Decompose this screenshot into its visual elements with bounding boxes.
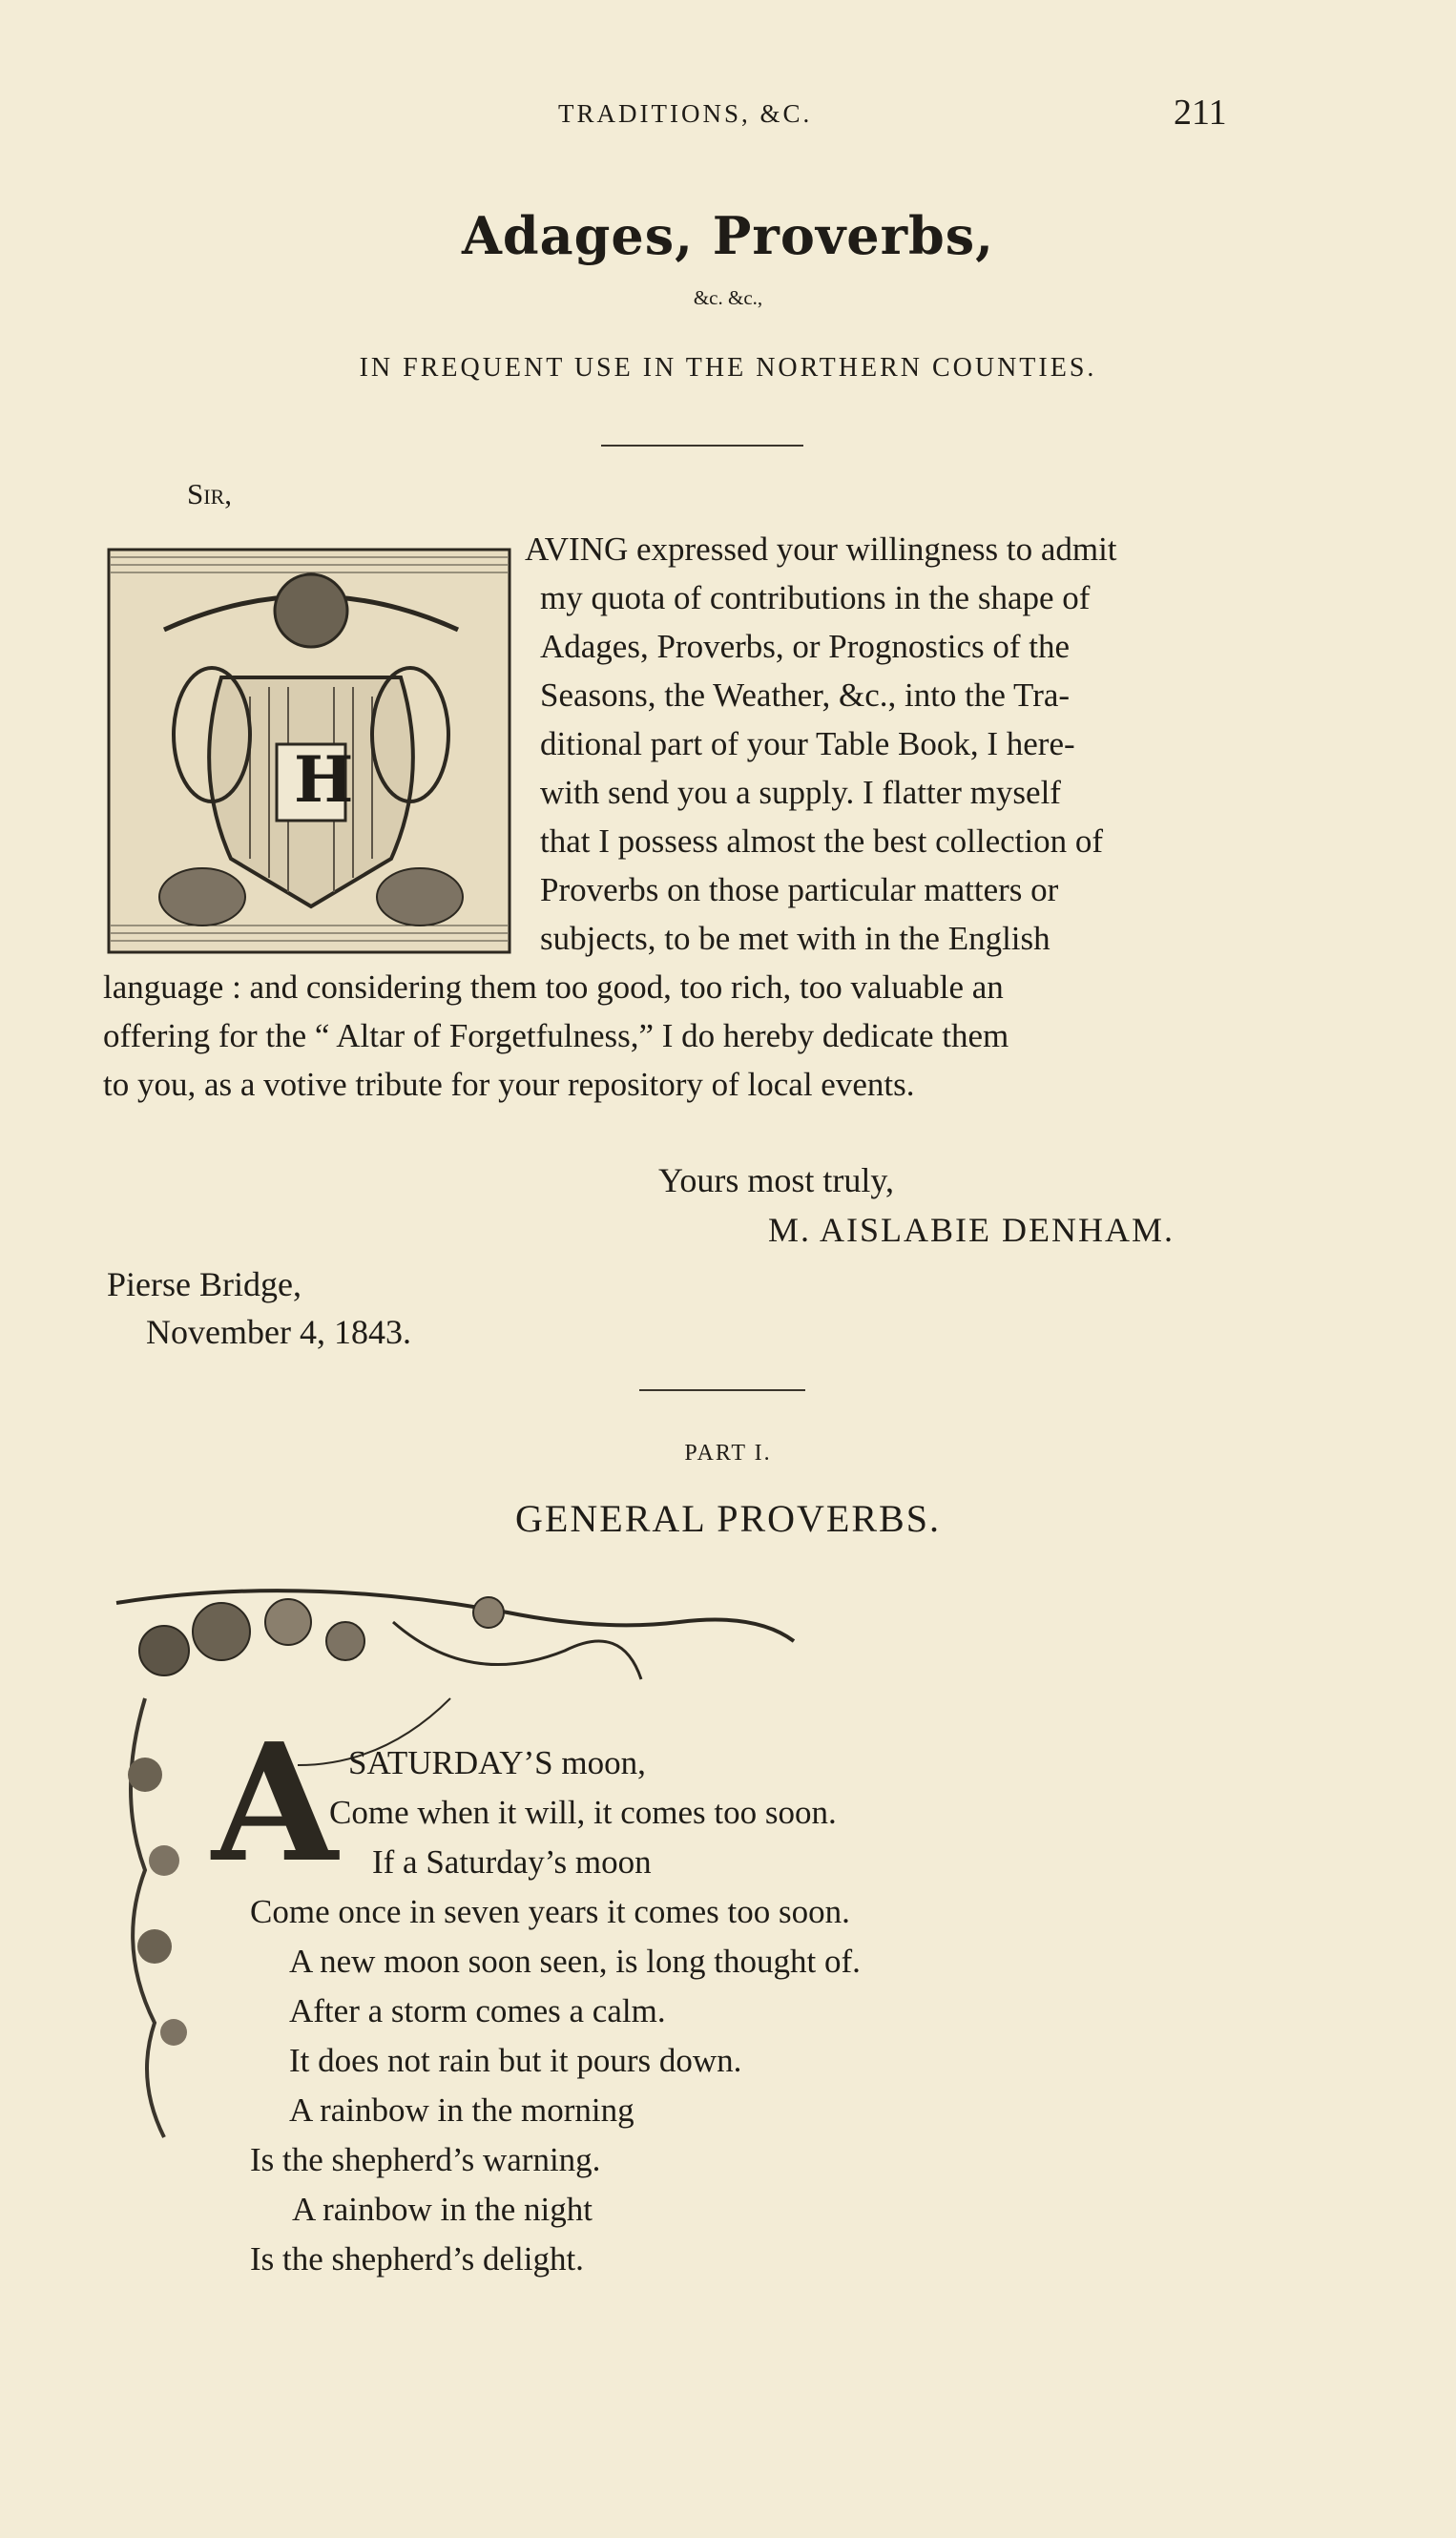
proverb-line: If a Saturday’s moon: [372, 1843, 652, 1881]
part-label: PART I.: [684, 1441, 772, 1466]
divider-rule: [639, 1389, 805, 1391]
letter-line: Seasons, the Weather, &c., into the Tra-: [540, 676, 1071, 714]
dropcap-letter-a: A: [212, 1708, 338, 1899]
letter-line: subjects, to be met with in the English: [540, 920, 1050, 957]
proverb-line: After a storm comes a calm.: [289, 1992, 666, 2029]
proverb-line: Is the shepherd’s delight.: [250, 2240, 584, 2278]
letter-closing: Yours most truly,: [658, 1161, 895, 1199]
section-subheading: IN FREQUENT USE IN THE NORTHERN COUNTIES.: [359, 353, 1097, 383]
letter-salutation: Sir,: [187, 477, 232, 510]
section-title: Adages, Proverbs,: [462, 205, 994, 266]
letter-line: to you, as a votive tribute for your repository of local events.: [103, 1066, 915, 1103]
letter-line: AVING expressed your willingness to admit: [525, 530, 1117, 568]
letter-line: ditional part of your Table Book, I here-: [540, 725, 1075, 762]
proverb-line: A rainbow in the morning: [289, 2091, 634, 2129]
proverb-line: Come when it will, it comes too soon.: [329, 1794, 837, 1831]
proverb-line: SATURDAY’S moon,: [348, 1744, 646, 1781]
letter-line: that I possess almost the best collection of: [540, 822, 1104, 860]
proverb-line: A rainbow in the night: [292, 2191, 593, 2228]
proverb-line: A new moon soon seen, is long thought of.: [289, 1943, 861, 1980]
letter-date: November 4, 1843.: [146, 1313, 411, 1351]
proverb-line: Is the shepherd’s warning.: [250, 2141, 601, 2178]
letter-line: offering for the “ Altar of Forgetfulness,” I do hereby dedicate them: [103, 1017, 1009, 1054]
divider-rule: [601, 445, 803, 447]
running-header: [0, 93, 1456, 137]
proverb-line: Come once in seven years it comes too soon.: [250, 1893, 850, 1930]
letter-line: Proverbs on those particular matters or: [540, 871, 1059, 908]
letter-place: Pierse Bridge,: [107, 1265, 302, 1303]
letter-line: language : and considering them too good, too rich, too valuable an: [103, 968, 1004, 1006]
page-number: 211: [1174, 93, 1227, 133]
letter-signature: M. AISLABIE DENHAM.: [768, 1211, 1175, 1249]
ornamental-dropcap-h: [107, 544, 515, 958]
dropcap-letter-h: H: [294, 742, 354, 817]
letter-line: my quota of contributions in the shape of: [540, 579, 1091, 616]
section-subtitle: &c. &c.,: [693, 286, 763, 309]
part-title: GENERAL PROVERBS.: [515, 1497, 941, 1540]
letter-line: with send you a supply. I flatter myself: [540, 774, 1061, 811]
running-title: TRADITIONS, &C.: [558, 99, 813, 128]
proverb-line: It does not rain but it pours down.: [289, 2042, 742, 2079]
letter-line: Adages, Proverbs, or Prognostics of the: [540, 628, 1071, 665]
